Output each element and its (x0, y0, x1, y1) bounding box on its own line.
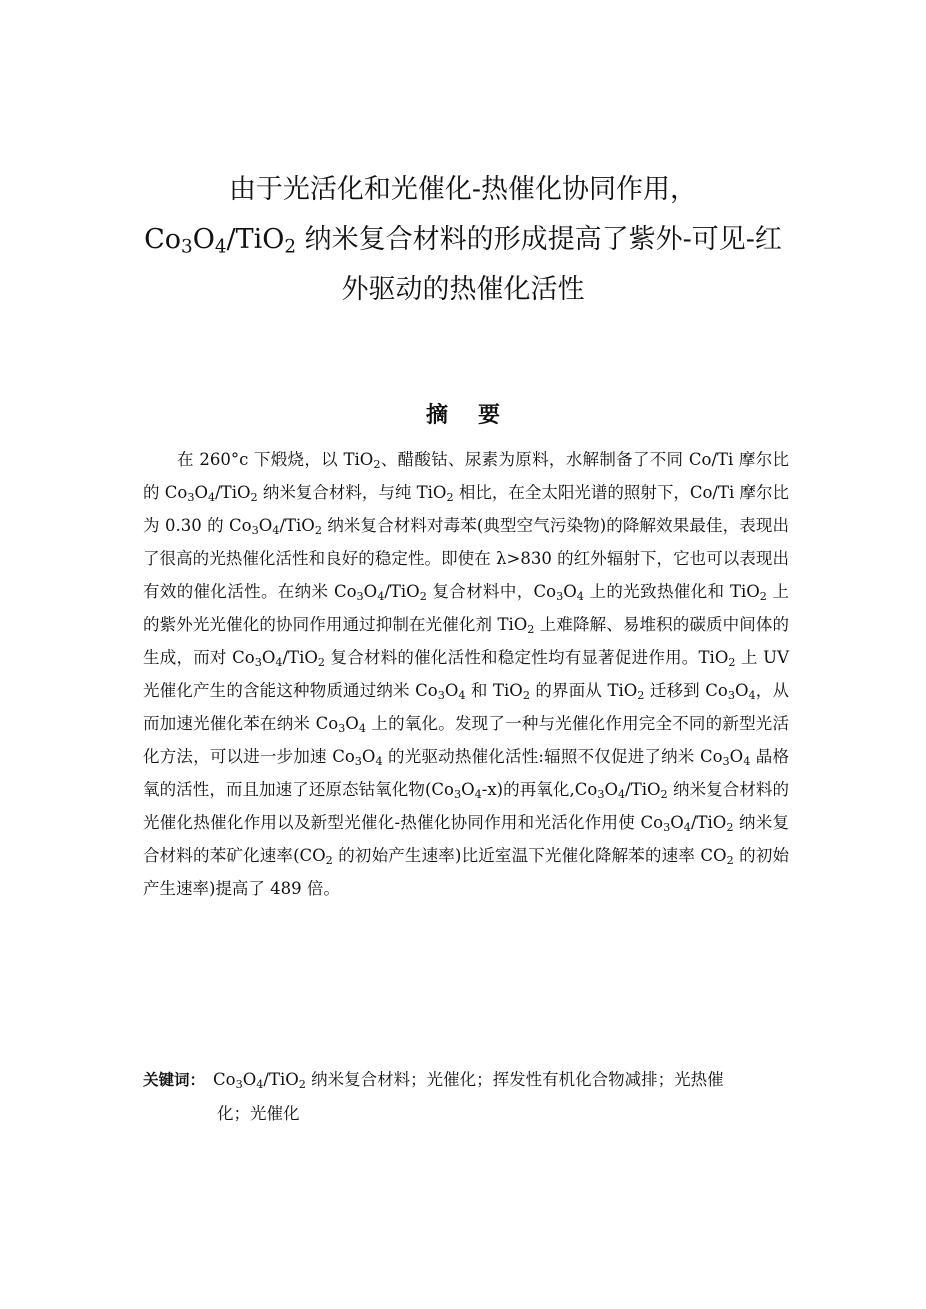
keywords-line-1: $Co_3O_4/TiO_2$ 纳米复合材料；光催化；挥发性有机化合物减排；光热催 (213, 1070, 724, 1091)
keywords-label: 关键词： (143, 1071, 206, 1089)
title-line-2: $Co_3O_4/TiO_2$ 纳米复合材料的形成提高了紫外-可见-红 (144, 224, 782, 258)
abstract-paragraph: 在 260°c 下煅烧，以 TiO$_2$、醋酸钴、尿素为原料，水解制备了不同 Co/Ti 摩尔比的 $Co_3O_4/TiO_2$ 纳米复合材料，与纯 TiO$_2$ 相比，在全太阳光谱的照射下，Co/Ti 摩尔比为 0.30 的 $Co_3O_4/TiO_2$ 纳米复合材料对毒苯(典型空气污染物)的降解效果最佳，表现出了很高的光热催化活性和良好的稳定性。即使在 λ>830 的红外辐射下，它也可以表现出有效的催化活性。在纳米 $Co_3O_4/TiO_2$ 复合材料中，$Co_3O_4$ 上的光致热催化和 TiO$_2$ 上的紫外光光催化的协同作用通过抑制在光催化剂 TiO$_2$ 上难降解、易堆积的碳质中间体的生成，而对 $Co_3O_4/TiO_2$ 复合材料的催化活性和稳定性均有显著促进作用。TiO$_2$ 上 UV 光催化产生的含能这种物质通过纳米 $Co_3O_4$ 和 TiO$_2$ 的界面从 TiO$_2$ 迁移到 $Co_3O_4$，从而加速光催化苯在纳米 $Co_3O_4$ 上的氧化。发现了一种与光催化作用完全不同的新型光活化方法，可以进一步加速 $Co_3O_4$ 的光驱动热催化活性:辐照不仅促进了纳米 $Co_3O_4$ 晶格氧的活性，而且加速了还原态钴氧化物$(Co_3O_4-x)$的再氧化$,Co_3O_4/TiO_2$ 纳米复合材料的光催化热催化作用以及新型光催化-热催化协同作用和光活化作用使 $Co_3O_4/TiO_2$ 纳米复合材料的苯矿化速率($CO_2$ 的初始产生速率)比近室温下光催化降解苯的速率 $CO_2$ 的初始产生速率)提高了 489 倍。 (143, 450, 790, 898)
abstract-body (143, 443, 789, 905)
title-line-1: 由于光活化和光催化-热催化协同作用， (228, 174, 698, 205)
keywords-section (143, 1063, 789, 1130)
abstract-heading: 摘 要 (425, 402, 501, 428)
paper-title (120, 165, 806, 315)
keywords-line-2: 化；光催化 (217, 1104, 300, 1123)
title-line-3: 外驱动的热催化活性 (341, 274, 585, 305)
keywords-row (143, 1063, 789, 1097)
